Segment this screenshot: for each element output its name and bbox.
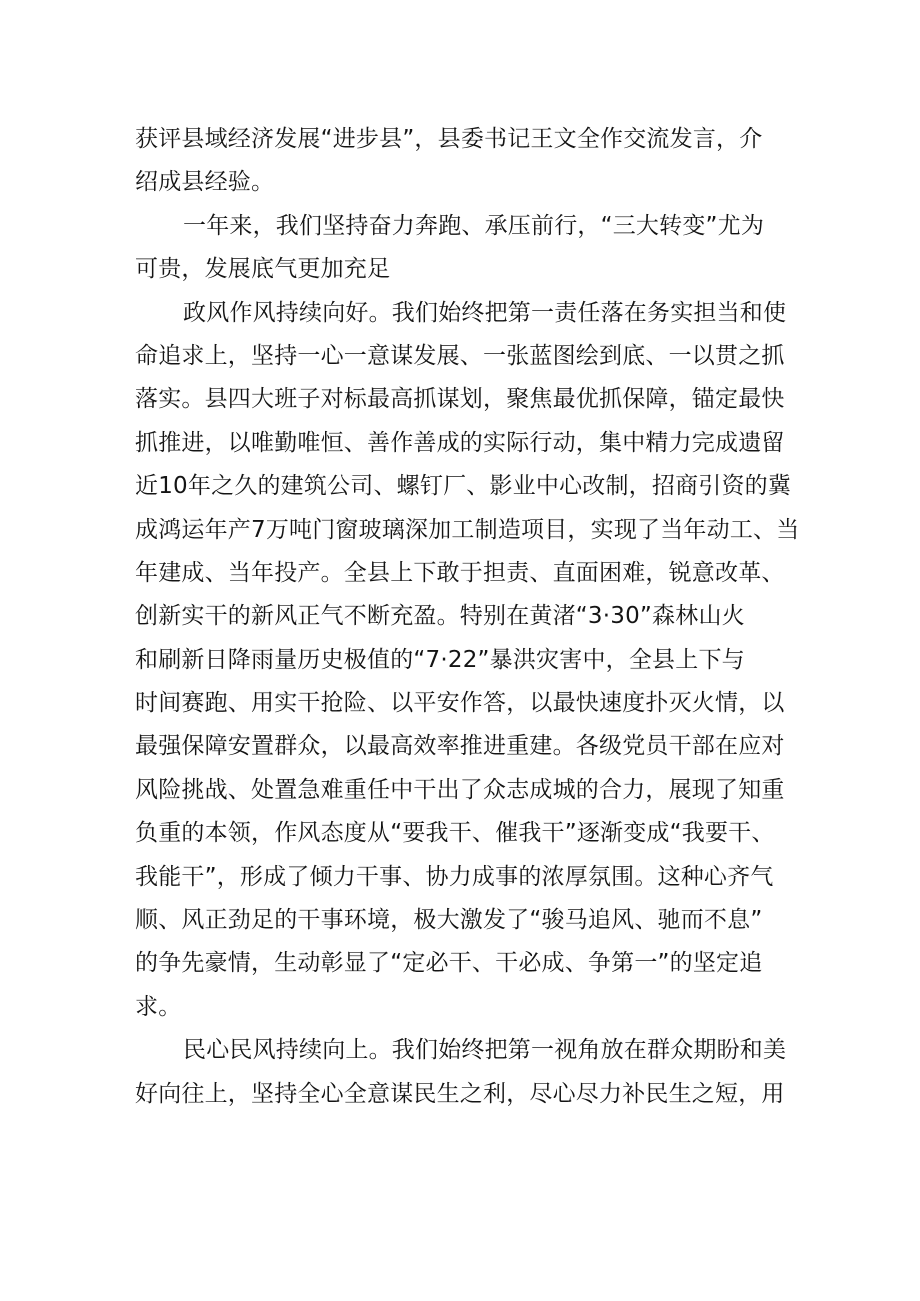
- text-line: 绍成县经验。: [135, 169, 275, 196]
- text-line: 的争先豪情，生动彰显了“定必干、干必成、争第一”的坚定追: [135, 950, 763, 977]
- text-line: 命追求上，坚持一心一意谋发展、一张蓝图绘到底、一以贯之抓: [135, 342, 785, 369]
- text-line: 落实。县四大班子对标最高抓谋划，聚焦最优抓保障，锚定最快: [135, 386, 785, 413]
- text-line: 可贵，发展底气更加充足: [135, 256, 391, 283]
- paragraph-start-line: 民心民风持续向上。我们始终把第一视角放在群众期盼和美: [183, 1037, 787, 1064]
- document-body: [135, 118, 800, 1116]
- text-line: 抓推进，以唯勤唯恒、善作善成的实际行动，集中精力完成遗留: [135, 429, 785, 456]
- text-line: 创新实干的新风正气不断充盈。特别在黄渚“3·30”森林山火: [135, 603, 745, 630]
- text-line: 风险挑战、处置急难重任中干出了众志成城的合力，展现了知重: [135, 776, 785, 803]
- paragraph-start-line: 一年来，我们坚持奋力奔跑、承压前行，“三大转变”尤为: [183, 212, 765, 239]
- text-line: 年建成、当年投产。全县上下敢于担责、直面困难，锐意改革、: [135, 559, 785, 586]
- text-line: 最强保障安置群众，以最高效率推进重建。各级党员干部在应对: [135, 733, 785, 760]
- text-line: 获评县域经济发展“进步县”，县委书记王文全作交流发言，介: [135, 126, 763, 152]
- paragraph-start-line: 政风作风持续向好。我们始终把第一责任落在务实担当和使: [183, 299, 787, 326]
- text-line: 时间赛跑、用实干抢险、以平安作答，以最快速度扑灭火情，以: [135, 690, 785, 717]
- text-line: 求。: [135, 993, 182, 1020]
- text-line: 和刷新日降雨量历史极值的“7·22”暴洪灾害中，全县上下与: [135, 646, 745, 673]
- text-line: 负重的本领，作风态度从“要我干、催我干”逐渐变成“我要干、: [135, 820, 775, 847]
- text-line: 近10年之久的建筑公司、螺钉厂、影业中心改制，招商引资的冀: [135, 473, 792, 500]
- text-line: 成鸿运年产7万吨门窗玻璃深加工制造项目，实现了当年动工、当: [135, 516, 800, 543]
- text-line: 好向往上，坚持全心全意谋民生之利，尽心尽力补民生之短，用: [135, 1080, 785, 1107]
- text-line: 顺、风正劲足的干事环境，极大激发了“骏马追风、驰而不息”: [135, 907, 763, 934]
- text-line: 我能干”，形成了倾力干事、协力成事的浓厚氛围。这种心齐气: [135, 863, 774, 890]
